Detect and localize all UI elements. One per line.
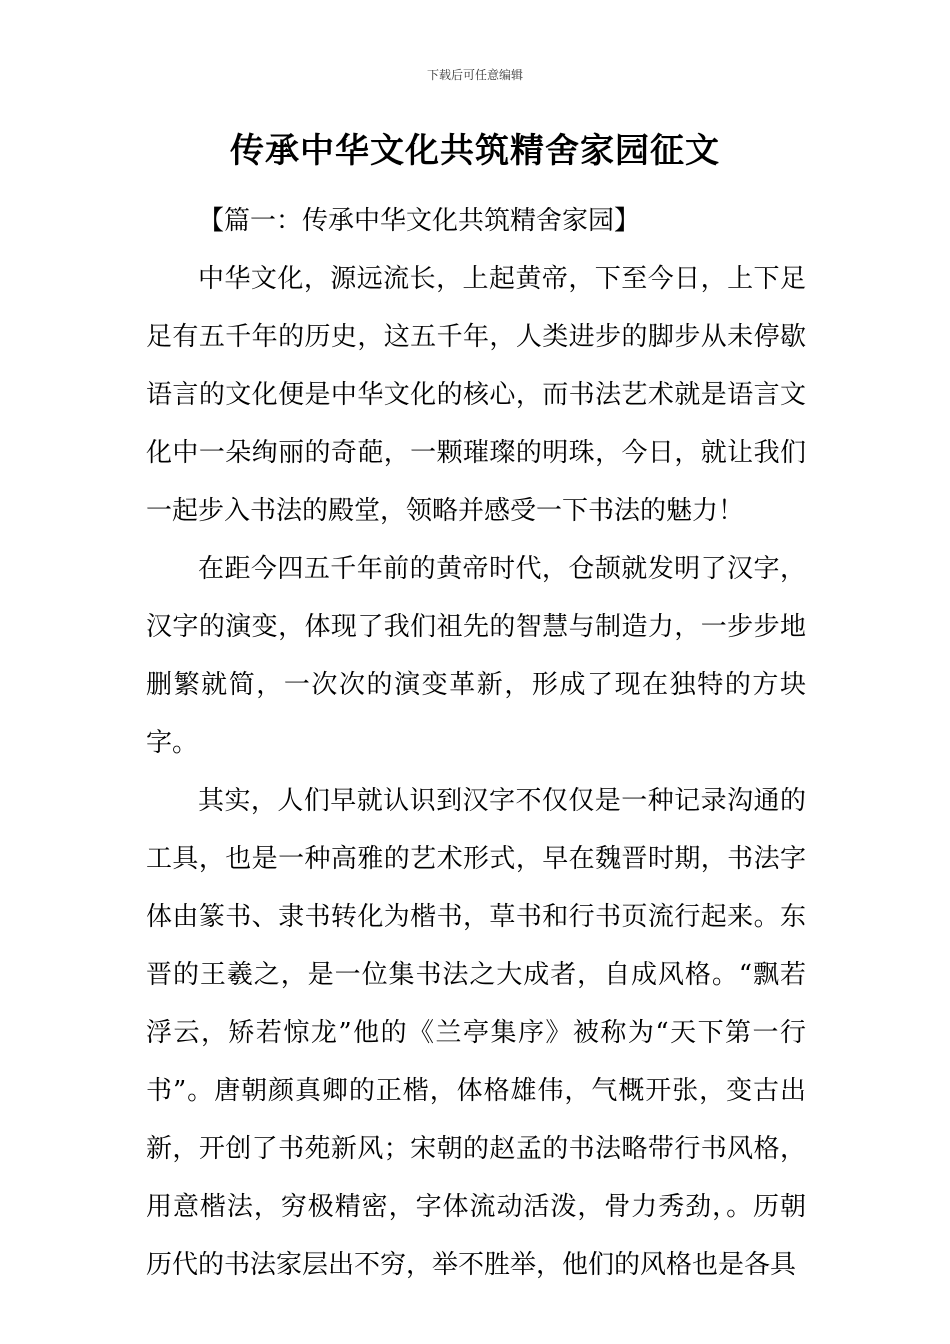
document-title: 传承中华文化共筑精舍家园征文 [230, 131, 720, 171]
document-body [146, 192, 806, 1294]
section-heading: 【篇一：传承中华文化共筑精舍家园】 [198, 206, 641, 236]
header-note: 下载后可任意编辑 [426, 68, 523, 82]
paragraph-2: 在距今四五千年前的黄帝时代，仓颉就发明了汉字，汉字的演变，体现了我们祖先的智慧与制造力，一步步地删繁就简，一次次的演变革新，形成了现在独特的方块字。 [146, 554, 806, 758]
paragraph-1: 中华文化，源远流长，上起黄帝，下至今日，上下足足有五千年的历史，这五千年，人类进步的脚步从未停歇语言的文化便是中华文化的核心，而书法艺术就是语言文化中一朵绚丽的奇葩，一颗璀璨的明珠，今日，就让我们一起步入书法的殿堂，领略并感受一下书法的魅力！ [146, 264, 806, 526]
paragraph-3: 其实，人们早就认识到汉字不仅仅是一种记录沟通的工具，也是一种高雅的艺术形式，早在魏晋时期，书法字体由篆书、隶书转化为楷书，草书和行书页流行起来。东晋的王羲之，是一位集书法之大成者，自成风格。“飘若浮云，矫若惊龙”他的《兰亭集序》被称为“天下第一行书”。唐朝颜真卿的正楷，体格雄伟，气概开张，变古出新，开创了书苑新风；宋朝的赵孟的书法略带行书风格，用意楷法，穷极精密，字体流动活泼，骨力秀劲，。历朝历代的书法家层出不穷，举不胜举，他们的风格也是各具 [146, 786, 806, 1280]
